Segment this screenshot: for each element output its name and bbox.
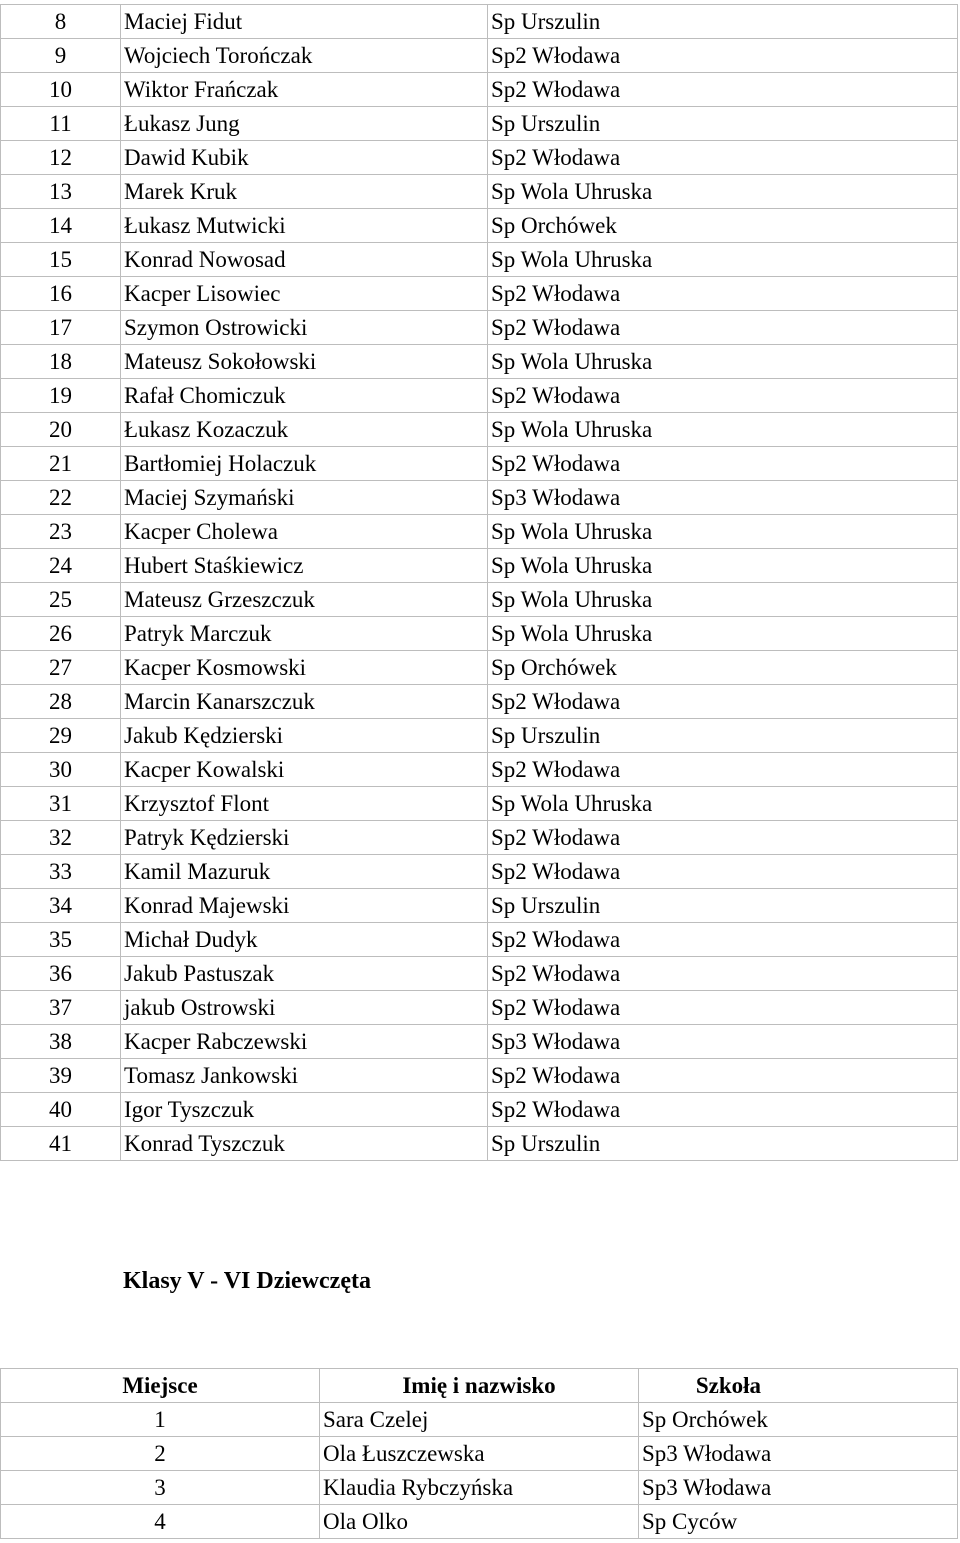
table-row — [1, 311, 958, 345]
cell-school: Sp2 Włodawa — [488, 39, 958, 73]
table-row — [1, 1025, 958, 1059]
cell-name: Ola Olko — [320, 1505, 639, 1539]
cell-name: Łukasz Jung — [121, 107, 488, 141]
cell-place: 37 — [1, 991, 121, 1025]
cell-school: Sp3 Włodawa — [488, 481, 958, 515]
cell-place: 39 — [1, 1059, 121, 1093]
cell-name: Dawid Kubik — [121, 141, 488, 175]
cell-school: Sp2 Włodawa — [488, 957, 958, 991]
cell-name: Konrad Nowosad — [121, 243, 488, 277]
cell-name: Michał Dudyk — [121, 923, 488, 957]
table-row — [1, 481, 958, 515]
cell-place: 36 — [1, 957, 121, 991]
cell-name: Marcin Kanarszczuk — [121, 685, 488, 719]
cell-name: Ola Łuszczewska — [320, 1437, 639, 1471]
cell-place: 33 — [1, 855, 121, 889]
cell-school: Sp2 Włodawa — [488, 855, 958, 889]
table-row — [1, 583, 958, 617]
table-row — [1, 515, 958, 549]
cell-school: Sp Wola Uhruska — [488, 243, 958, 277]
table-row — [1, 379, 958, 413]
results-table-girls — [0, 1368, 958, 1539]
cell-school: Sp2 Włodawa — [488, 447, 958, 481]
cell-place: 26 — [1, 617, 121, 651]
table-row — [1, 685, 958, 719]
table-row — [1, 1403, 958, 1437]
cell-name: Kacper Kosmowski — [121, 651, 488, 685]
cell-place: 10 — [1, 73, 121, 107]
cell-name: Patryk Marczuk — [121, 617, 488, 651]
cell-name: Kacper Cholewa — [121, 515, 488, 549]
cell-place: 16 — [1, 277, 121, 311]
cell-school: Sp2 Włodawa — [488, 1059, 958, 1093]
cell-name: Łukasz Kozaczuk — [121, 413, 488, 447]
table-row — [1, 345, 958, 379]
cell-name: Kacper Lisowiec — [121, 277, 488, 311]
table-row — [1, 73, 958, 107]
cell-school: Sp Wola Uhruska — [488, 515, 958, 549]
cell-place: 38 — [1, 1025, 121, 1059]
cell-school: Sp2 Włodawa — [488, 685, 958, 719]
table-row — [1, 651, 958, 685]
cell-school: Sp Orchówek — [639, 1403, 958, 1437]
table-row — [1, 277, 958, 311]
cell-name: Tomasz Jankowski — [121, 1059, 488, 1093]
table-row — [1, 991, 958, 1025]
header-place: Miejsce — [1, 1369, 320, 1403]
cell-name: Krzysztof Flont — [121, 787, 488, 821]
cell-name: Kacper Kowalski — [121, 753, 488, 787]
cell-place: 41 — [1, 1127, 121, 1161]
table-row — [1, 1059, 958, 1093]
cell-place: 9 — [1, 39, 121, 73]
cell-name: Maciej Fidut — [121, 5, 488, 39]
table-row — [1, 243, 958, 277]
table-row — [1, 719, 958, 753]
cell-place: 40 — [1, 1093, 121, 1127]
cell-name: Hubert Staśkiewicz — [121, 549, 488, 583]
section-title: Klasy V - VI Dziewczęta — [123, 1268, 371, 1294]
cell-school: Sp3 Włodawa — [639, 1471, 958, 1505]
cell-school: Sp Cyców — [639, 1505, 958, 1539]
cell-name: Mateusz Grzeszczuk — [121, 583, 488, 617]
cell-school: Sp2 Włodawa — [488, 753, 958, 787]
cell-place: 14 — [1, 209, 121, 243]
table-row — [1, 141, 958, 175]
cell-place: 17 — [1, 311, 121, 345]
header-school: Szkoła — [639, 1369, 958, 1403]
table-row — [1, 855, 958, 889]
table-row — [1, 753, 958, 787]
cell-school: Sp Urszulin — [488, 107, 958, 141]
table-row — [1, 821, 958, 855]
header-name: Imię i nazwisko — [320, 1369, 639, 1403]
cell-place: 22 — [1, 481, 121, 515]
table-row — [1, 175, 958, 209]
cell-place: 23 — [1, 515, 121, 549]
cell-place: 13 — [1, 175, 121, 209]
table-row — [1, 957, 958, 991]
table-row — [1, 5, 958, 39]
cell-name: Sara Czelej — [320, 1403, 639, 1437]
table-row — [1, 1127, 958, 1161]
cell-name: Klaudia Rybczyńska — [320, 1471, 639, 1505]
cell-name: Łukasz Mutwicki — [121, 209, 488, 243]
cell-school: Sp2 Włodawa — [488, 311, 958, 345]
cell-school: Sp Wola Uhruska — [488, 413, 958, 447]
cell-place: 8 — [1, 5, 121, 39]
cell-name: Maciej Szymański — [121, 481, 488, 515]
table-row — [1, 787, 958, 821]
cell-name: Igor Tyszczuk — [121, 1093, 488, 1127]
cell-place: 4 — [1, 1505, 320, 1539]
cell-name: Mateusz Sokołowski — [121, 345, 488, 379]
cell-name: Wojciech Torończak — [121, 39, 488, 73]
results-table-body — [1, 1403, 958, 1539]
table-row — [1, 1437, 958, 1471]
cell-school: Sp Orchówek — [488, 651, 958, 685]
cell-name: Bartłomiej Holaczuk — [121, 447, 488, 481]
cell-name: Kacper Rabczewski — [121, 1025, 488, 1059]
cell-school: Sp3 Włodawa — [639, 1437, 958, 1471]
table-row — [1, 107, 958, 141]
cell-school: Sp2 Włodawa — [488, 277, 958, 311]
cell-name: Rafał Chomiczuk — [121, 379, 488, 413]
table-row — [1, 413, 958, 447]
cell-name: Konrad Majewski — [121, 889, 488, 923]
cell-place: 1 — [1, 1403, 320, 1437]
cell-school: Sp Orchówek — [488, 209, 958, 243]
cell-school: Sp Urszulin — [488, 719, 958, 753]
table-row — [1, 1471, 958, 1505]
cell-place: 35 — [1, 923, 121, 957]
cell-place: 19 — [1, 379, 121, 413]
cell-place: 20 — [1, 413, 121, 447]
table-row — [1, 1505, 958, 1539]
cell-school: Sp2 Włodawa — [488, 379, 958, 413]
cell-school: Sp Wola Uhruska — [488, 345, 958, 379]
cell-place: 29 — [1, 719, 121, 753]
cell-school: Sp2 Włodawa — [488, 821, 958, 855]
cell-name: Jakub Kędzierski — [121, 719, 488, 753]
cell-school: Sp Wola Uhruska — [488, 583, 958, 617]
cell-place: 12 — [1, 141, 121, 175]
results-table-body — [1, 5, 958, 1161]
table-row — [1, 889, 958, 923]
cell-school: Sp2 Włodawa — [488, 1093, 958, 1127]
cell-place: 32 — [1, 821, 121, 855]
cell-school: Sp Wola Uhruska — [488, 549, 958, 583]
cell-name: Wiktor Frańczak — [121, 73, 488, 107]
table-row — [1, 1093, 958, 1127]
cell-school: Sp Wola Uhruska — [488, 787, 958, 821]
cell-name: Szymon Ostrowicki — [121, 311, 488, 345]
cell-name: jakub Ostrowski — [121, 991, 488, 1025]
cell-school: Sp2 Włodawa — [488, 991, 958, 1025]
cell-name: Patryk Kędzierski — [121, 821, 488, 855]
cell-place: 2 — [1, 1437, 320, 1471]
table-row — [1, 617, 958, 651]
cell-place: 28 — [1, 685, 121, 719]
cell-name: Konrad Tyszczuk — [121, 1127, 488, 1161]
cell-name: Jakub Pastuszak — [121, 957, 488, 991]
cell-school: Sp Wola Uhruska — [488, 175, 958, 209]
cell-place: 27 — [1, 651, 121, 685]
cell-school: Sp2 Włodawa — [488, 923, 958, 957]
cell-school: Sp Urszulin — [488, 889, 958, 923]
cell-place: 24 — [1, 549, 121, 583]
cell-place: 31 — [1, 787, 121, 821]
cell-place: 30 — [1, 753, 121, 787]
cell-name: Kamil Mazuruk — [121, 855, 488, 889]
results-table-boys — [0, 4, 958, 1161]
cell-place: 11 — [1, 107, 121, 141]
table-header — [1, 1369, 958, 1403]
table-row — [1, 447, 958, 481]
cell-school: Sp2 Włodawa — [488, 141, 958, 175]
cell-school: Sp Urszulin — [488, 5, 958, 39]
cell-name: Marek Kruk — [121, 175, 488, 209]
table-row — [1, 549, 958, 583]
cell-place: 21 — [1, 447, 121, 481]
header-row — [1, 1369, 958, 1403]
cell-school: Sp2 Włodawa — [488, 73, 958, 107]
cell-school: Sp Urszulin — [488, 1127, 958, 1161]
table-row — [1, 39, 958, 73]
cell-place: 15 — [1, 243, 121, 277]
table-row — [1, 209, 958, 243]
cell-place: 18 — [1, 345, 121, 379]
table-row — [1, 923, 958, 957]
cell-school: Sp3 Włodawa — [488, 1025, 958, 1059]
cell-place: 25 — [1, 583, 121, 617]
cell-place: 34 — [1, 889, 121, 923]
cell-school: Sp Wola Uhruska — [488, 617, 958, 651]
cell-place: 3 — [1, 1471, 320, 1505]
